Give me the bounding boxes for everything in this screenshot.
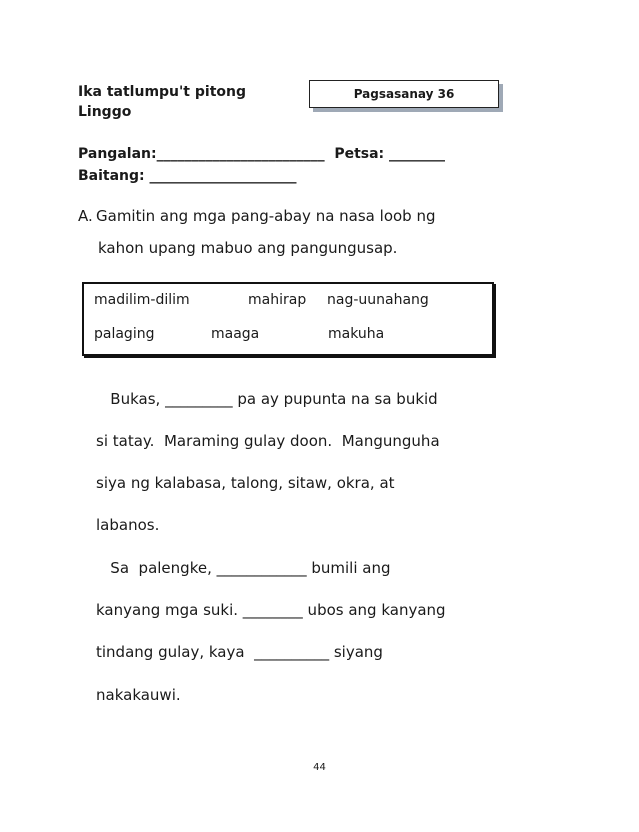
word-choice: nag-uunahang — [327, 292, 429, 308]
instruction — [78, 200, 518, 264]
exercise-badge: Pagsasanay 36 — [309, 80, 499, 108]
passage-line: siya ng kalabasa, talong, sitaw, okra, at — [96, 474, 395, 492]
word-box — [82, 282, 494, 356]
lesson-title-line1: Ika tatlumpu't pitong — [78, 84, 246, 100]
passage-line: nakakauwi. — [96, 686, 181, 704]
word-choice: madilim-dilim — [94, 292, 190, 308]
passage-line: labanos. — [96, 516, 160, 534]
instruction-line1: Gamitin ang mga pang-abay na nasa loob ng — [96, 207, 436, 225]
passage-line: kanyang mga suki. ________ ubos ang kanyang — [96, 601, 446, 619]
word-choice: maaga — [211, 326, 260, 342]
word-choice: makuha — [328, 326, 385, 342]
word-choice: mahirap — [248, 292, 307, 308]
instruction-line2: kahon upang mabuo ang pangungusap. — [98, 239, 398, 257]
lesson-title — [78, 82, 246, 122]
lesson-title-line2: Linggo — [78, 104, 132, 120]
passage-line: tindang gulay, kaya __________ siyang — [96, 643, 383, 661]
passage-line: Bukas, _________ pa ay pupunta na sa bukid — [96, 390, 438, 408]
passage-line: si tatay. Maraming gulay doon. Mangunguha — [96, 432, 440, 450]
passage-line: Sa palengke, ____________ bumili ang — [96, 559, 391, 577]
word-choice: palaging — [94, 326, 155, 342]
grade-field: Baitang: _____________________ — [78, 168, 297, 184]
page-number: 44 — [313, 762, 326, 773]
name-date-field: Pangalan:________________________ Petsa: ________ — [78, 146, 446, 162]
instruction-letter: A. — [78, 207, 93, 225]
